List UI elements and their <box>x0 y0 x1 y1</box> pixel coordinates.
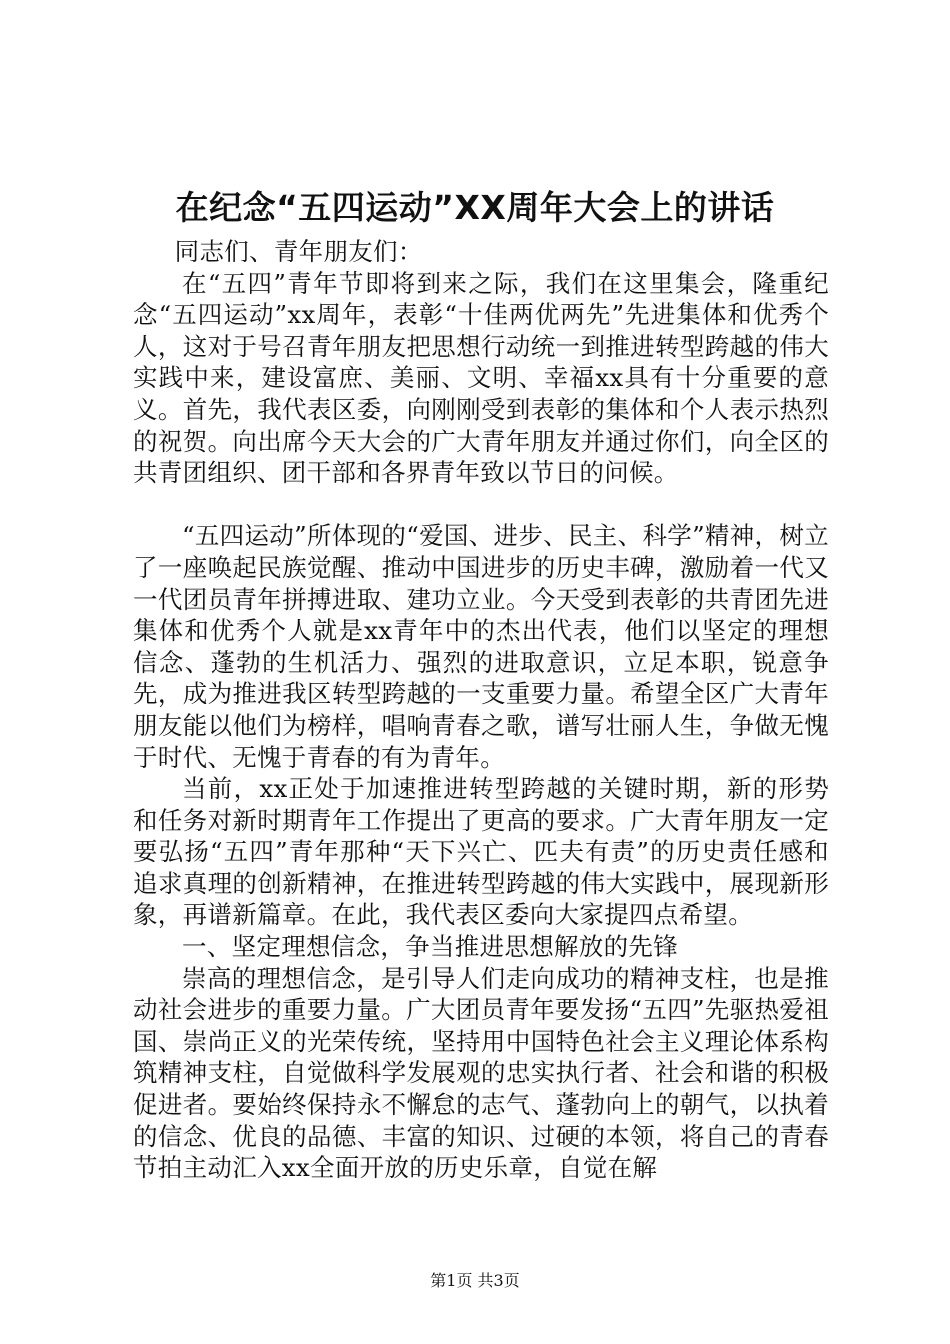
paragraph-may-fourth-spirit: “五四运动”所体现的“爱国、进步、民主、科学”精神，树立了一座唤起民族觉醒、推动中国进步的历史丰碑，激励着一代又一代团员青年拼搏进取、建功立业。今天受到表彰的共青团先进集体和优秀个人就是xx青年中的杰出代表，他们以坚定的理想信念、蓬勃的生机活力、强烈的进取意识，立足本职，锐意争先，成为推进我区转型跨越的一支重要力量。希望全区广大青年朋友能以他们为榜样，唱响青春之歌，谱写壮丽人生，争做无愧于时代、无愧于青春的有为青年。 <box>133 521 829 772</box>
document-title: 在纪念“五四运动”XX周年大会上的讲话 <box>175 188 775 227</box>
document-body <box>133 236 829 1184</box>
paragraph-opening: 在“五四”青年节即将到来之际，我们在这里集会，隆重纪念“五四运动”xx周年，表彰“十佳两优两先”先进集体和优秀个人，这对于号召青年朋友把思想行动统一到推进转型跨越的伟大实践中来，建设富庶、美丽、文明、幸福xx具有十分重要的意义。首先，我代表区委，向刚刚受到表彰的集体和个人表示热烈的祝贺。向出席今天大会的广大青年朋友并通过你们，向全区的共青团组织、团干部和各界青年致以节日的问候。 <box>133 268 829 488</box>
paragraph-ideals: 崇高的理想信念，是引导人们走向成功的精神支柱，也是推动社会进步的重要力量。广大团员青年要发扬“五四”先驱热爱祖国、崇尚正义的光荣传统，坚持用中国特色社会主义理论体系构筑精神支柱，自觉做科学发展观的忠实执行者、社会和谐的积极促进者。要始终保持永不懈怠的志气、蓬勃向上的朝气，以执着的信念、优良的品德、丰富的知识、过硬的本领，将自己的青春节拍主动汇入xx全面开放的历史乐章，自觉在解 <box>133 963 829 1183</box>
section-heading-1: 一、坚定理想信念，争当推进思想解放的先锋 <box>182 932 678 962</box>
paragraph-current-situation: 当前，xx正处于加速推进转型跨越的关键时期，新的形势和任务对新时期青年工作提出了更高的要求。广大青年朋友一定要弘扬“五四”青年那种“天下兴亡、匹夫有责”的历史责任感和追求真理的创新精神，在推进转型跨越的伟大实践中，展现新形象，再谱新篇章。在此，我代表区委向大家提四点希望。 <box>133 774 829 930</box>
salutation: 同志们、青年朋友们： <box>174 237 423 266</box>
page-footer: 第1页 共3页 <box>430 1271 520 1290</box>
